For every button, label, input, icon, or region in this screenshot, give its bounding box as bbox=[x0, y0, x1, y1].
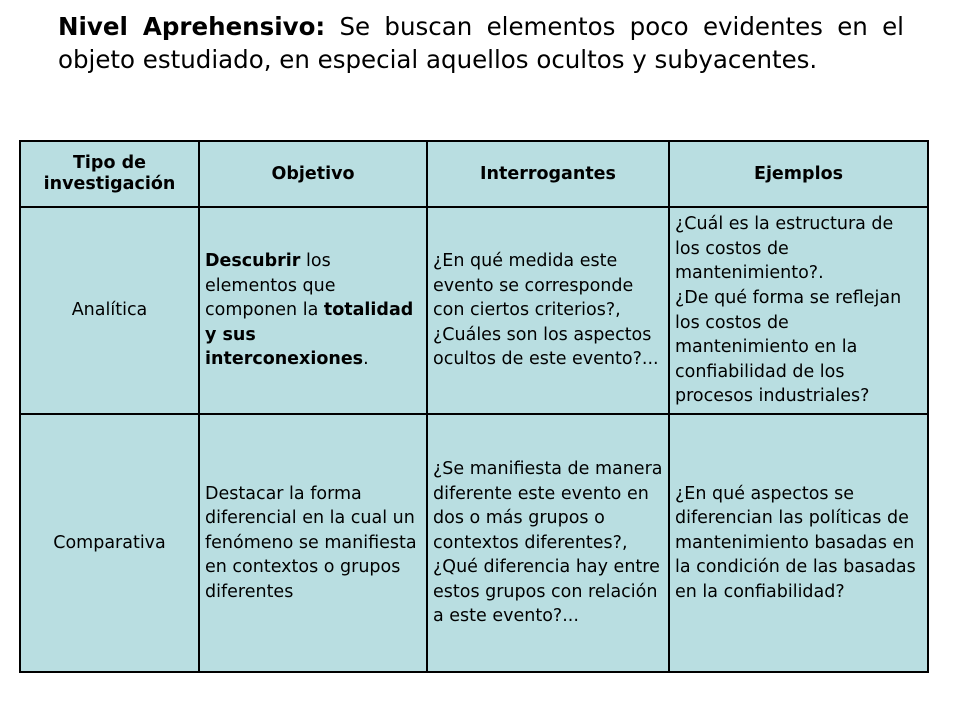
cell-examples-analitica bbox=[669, 207, 928, 414]
table-header-row bbox=[20, 141, 928, 207]
objective-bold-totalidad: totalidad y sus interconexiones bbox=[205, 300, 414, 370]
example-line-1: ¿Cuál es la estructura de los costos de mantenimiento?. bbox=[675, 214, 894, 284]
objective-text-2: . bbox=[363, 349, 369, 370]
header-tipo: Tipo de investigación bbox=[20, 141, 199, 207]
intro-paragraph bbox=[58, 10, 904, 76]
cell-objective-comparativa: Destacar la forma diferencial en la cual un fenómeno se manifiesta en contextos o grupos diferentes bbox=[199, 414, 427, 672]
intro-text: Se buscan elementos poco evidentes en el objeto estudiado, en especial aquellos ocultos y subyacentes. bbox=[58, 12, 904, 74]
table-row bbox=[20, 207, 928, 414]
example-line-2: ¿De qué forma se reflejan los costos de mantenimiento en la confiabilidad de los procesos industriales? bbox=[675, 287, 902, 407]
cell-type-comparativa: Comparativa bbox=[20, 414, 199, 672]
research-types-table bbox=[19, 140, 929, 673]
cell-questions-analitica: ¿En qué medida este evento se corresponde con ciertos criterios?, ¿Cuáles son los aspectos ocultos de este evento?... bbox=[427, 207, 669, 414]
table-row bbox=[20, 414, 928, 672]
cell-questions-comparativa: ¿Se manifiesta de manera diferente este evento en dos o más grupos o contextos diferentes?, ¿Qué diferencia hay entre estos grupos con relación a este evento?... bbox=[427, 414, 669, 672]
objective-bold-descubrir: Descubrir bbox=[205, 251, 301, 272]
header-ejemplos: Ejemplos bbox=[669, 141, 928, 207]
header-interrogantes: Interrogantes bbox=[427, 141, 669, 207]
cell-type-analitica: Analítica bbox=[20, 207, 199, 414]
intro-lead: Nivel Aprehensivo: bbox=[58, 12, 326, 41]
cell-examples-comparativa: ¿En qué aspectos se diferencian las políticas de mantenimiento basadas en la condición de las basadas en la confiabilidad? bbox=[669, 414, 928, 672]
cell-objective-analitica bbox=[199, 207, 427, 414]
header-objetivo: Objetivo bbox=[199, 141, 427, 207]
objective-text-1: los elementos que componen la bbox=[205, 251, 336, 321]
